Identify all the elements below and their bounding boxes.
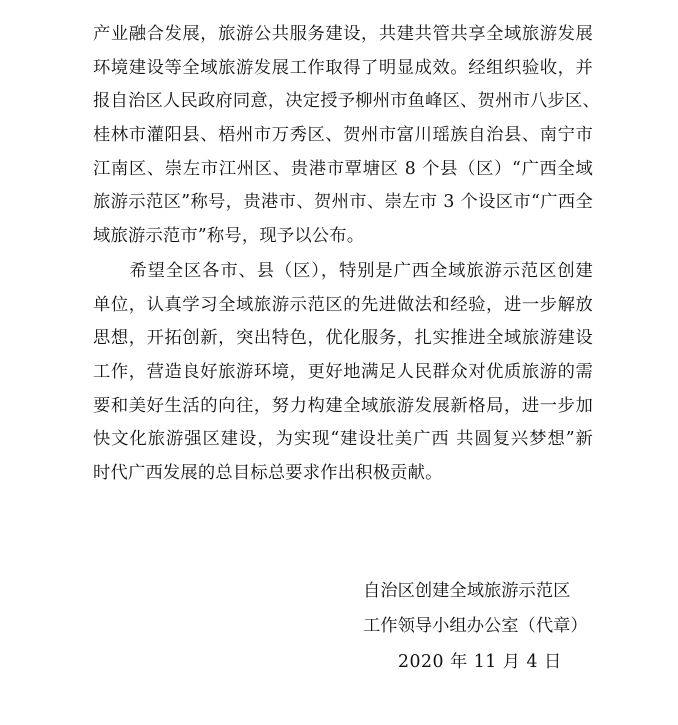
paragraph-line: 快文化旅游强区建设，为实现“建设壮美广西 共圆复兴梦想”新 <box>93 429 593 450</box>
paragraph-line: 旅游示范区”称号，贵港市、贺州市、崇左市 3 个设区市“广西全 <box>93 192 593 213</box>
paragraph-line: 桂林市灌阳县、梧州市万秀区、贺州市富川瑶族自治县、南宁市 <box>93 125 593 146</box>
paragraph-line: 域旅游示范市”称号，现予以公布。 <box>93 226 365 247</box>
issuing-organization-line-2: 工作领导小组办公室（代章） <box>363 616 588 636</box>
paragraph-line: 希望全区各市、县（区），特别是广西全域旅游示范区创建 <box>93 261 593 281</box>
paragraph-1 <box>93 18 600 254</box>
paragraph-line: 工作，营造良好旅游环境，更好地满足人民群众对优质旅游的需 <box>93 362 593 383</box>
paragraph-line: 江南区、崇左市江州区、贵港市覃塘区 8 个县（区）“广西全域 <box>93 158 593 179</box>
issue-date: 2020 年 11 月 4 日 <box>398 652 562 672</box>
issuing-organization-line-1: 自治区创建全域旅游示范区 <box>363 581 571 601</box>
paragraph-line: 环境建设等全域旅游发展工作取得了明显成效。经组织验收，并 <box>93 57 593 78</box>
paragraph-line: 单位，认真学习全域旅游示范区的先进做法和经验，进一步解放 <box>93 294 593 315</box>
paragraph-line: 产业融合发展，旅游公共服务建设，共建共管共享全域旅游发展 <box>93 24 593 44</box>
paragraph-line: 要和美好生活的向往，努力构建全域旅游发展新格局，进一步加 <box>93 395 593 416</box>
paragraph-line: 报自治区人民政府同意，决定授予柳州市鱼峰区、贺州市八步区、 <box>93 91 600 112</box>
paragraph-line: 思想，开拓创新，突出特色，优化服务，扎实推进全域旅游建设 <box>93 328 593 349</box>
paragraph-line: 时代广西发展的总目标总要求作出积极贡献。 <box>93 463 443 484</box>
paragraph-2 <box>93 255 593 491</box>
